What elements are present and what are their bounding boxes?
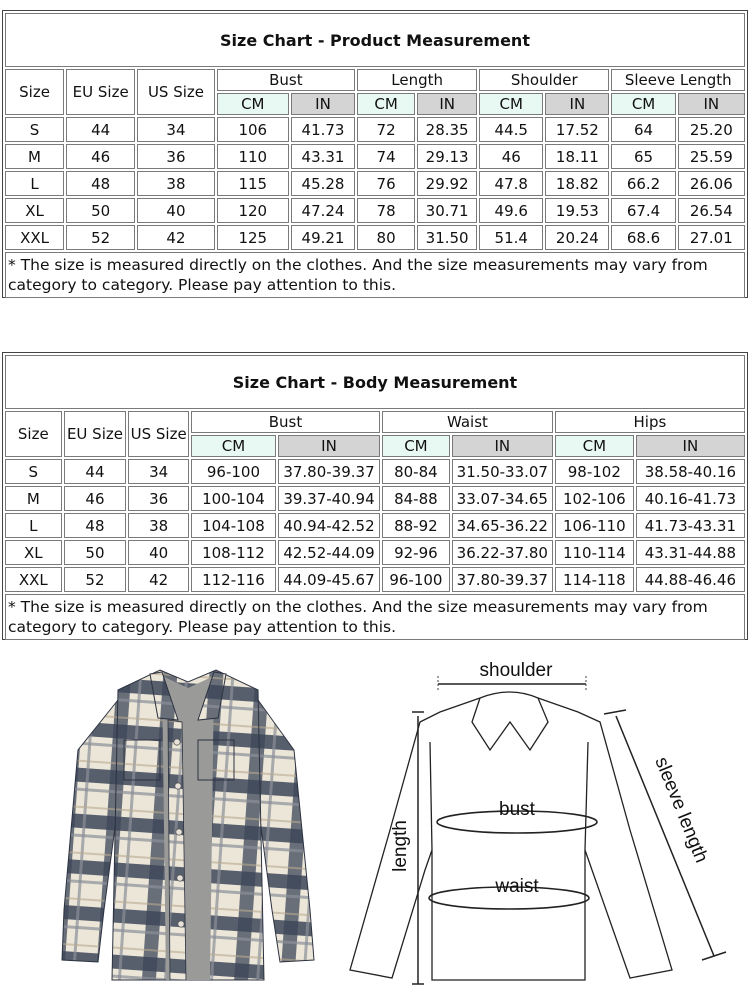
table-cell: S xyxy=(5,459,62,484)
table-cell: 26.54 xyxy=(678,198,745,223)
table-cell: 17.52 xyxy=(545,117,609,142)
table-row xyxy=(5,198,745,223)
unit-cm: CM xyxy=(479,93,543,115)
header-us-size: US Size xyxy=(128,411,189,457)
table-row xyxy=(5,171,745,196)
table-cell: 46 xyxy=(66,144,135,169)
header-eu-size: EU Size xyxy=(64,411,127,457)
table-cell: 44.09-45.67 xyxy=(278,567,380,592)
table-cell: 47.24 xyxy=(291,198,355,223)
product-measurement-chart xyxy=(2,10,748,298)
table-row xyxy=(5,540,745,565)
table-cell: M xyxy=(5,144,64,169)
diagram-collar xyxy=(472,692,548,750)
unit-in: IN xyxy=(452,435,553,457)
table-cell: 36.22-37.80 xyxy=(452,540,553,565)
table-cell: 42.52-44.09 xyxy=(278,540,380,565)
table-cell: 34 xyxy=(137,117,214,142)
body-chart-note: * The size is measured directly on the clothes. And the size measurements may vary from category to category. Please pay attention to this. xyxy=(5,594,745,640)
table-cell: 31.50 xyxy=(417,225,477,250)
table-cell: 34 xyxy=(128,459,189,484)
table-cell: 25.59 xyxy=(678,144,745,169)
table-cell: 26.06 xyxy=(678,171,745,196)
table-cell: 72 xyxy=(357,117,415,142)
body-table xyxy=(3,353,747,642)
table-cell: 104-108 xyxy=(191,513,276,538)
table-cell: XL xyxy=(5,540,62,565)
shoulder-label: shoulder xyxy=(479,660,553,681)
table-cell: 19.53 xyxy=(545,198,609,223)
table-cell: 30.71 xyxy=(417,198,477,223)
bust-label: bust xyxy=(499,799,535,820)
table-cell: S xyxy=(5,117,64,142)
table-cell: 49.6 xyxy=(479,198,543,223)
waist-label: waist xyxy=(495,876,539,897)
header-bust: Bust xyxy=(217,69,355,91)
unit-in: IN xyxy=(417,93,477,115)
table-row xyxy=(5,144,745,169)
sleeve-length-label: sleeve length xyxy=(650,754,712,866)
table-cell: 34.65-36.22 xyxy=(452,513,553,538)
table-cell: 29.13 xyxy=(417,144,477,169)
table-cell: 78 xyxy=(357,198,415,223)
table-cell: L xyxy=(5,513,62,538)
table-cell: 110 xyxy=(217,144,289,169)
table-cell: 46 xyxy=(64,486,127,511)
table-cell: 50 xyxy=(66,198,135,223)
table-cell: 96-100 xyxy=(191,459,276,484)
table-cell: 50 xyxy=(64,540,127,565)
table-cell: 96-100 xyxy=(382,567,450,592)
table-cell: 106 xyxy=(217,117,289,142)
table-cell: 102-106 xyxy=(555,486,634,511)
table-cell: 48 xyxy=(64,513,127,538)
unit-cm: CM xyxy=(191,435,276,457)
header-length: Length xyxy=(357,69,477,91)
shirt-button xyxy=(177,875,183,881)
table-cell: 38 xyxy=(137,171,214,196)
table-cell: 112-116 xyxy=(191,567,276,592)
table-cell: L xyxy=(5,171,64,196)
table-cell: 31.50-33.07 xyxy=(452,459,553,484)
table-cell: 65 xyxy=(611,144,675,169)
table-cell: 42 xyxy=(137,225,214,250)
product-chart-title: Size Chart - Product Measurement xyxy=(5,13,745,67)
table-cell: 120 xyxy=(217,198,289,223)
table-cell: 52 xyxy=(66,225,135,250)
table-cell: 44.88-46.46 xyxy=(636,567,745,592)
table-cell: 38 xyxy=(128,513,189,538)
table-cell: 64 xyxy=(611,117,675,142)
unit-cm: CM xyxy=(357,93,415,115)
table-cell: XL xyxy=(5,198,64,223)
table-cell: 44.5 xyxy=(479,117,543,142)
table-cell: 88-92 xyxy=(382,513,450,538)
table-cell: 45.28 xyxy=(291,171,355,196)
table-cell: M xyxy=(5,486,62,511)
measurement-diagram xyxy=(330,650,740,995)
table-cell: 100-104 xyxy=(191,486,276,511)
unit-cm: CM xyxy=(555,435,634,457)
table-cell: 36 xyxy=(128,486,189,511)
table-cell: 33.07-34.65 xyxy=(452,486,553,511)
shirt-button xyxy=(174,739,180,745)
table-cell: 80-84 xyxy=(382,459,450,484)
table-row xyxy=(5,513,745,538)
right-sleeve xyxy=(256,700,314,962)
unit-in: IN xyxy=(291,93,355,115)
table-cell: 39.37-40.94 xyxy=(278,486,380,511)
table-row xyxy=(5,459,745,484)
header-hips: Hips xyxy=(555,411,745,433)
header-waist: Waist xyxy=(382,411,553,433)
table-cell: 80 xyxy=(357,225,415,250)
table-cell: 68.6 xyxy=(611,225,675,250)
plaid-shirt-photo xyxy=(58,660,320,990)
table-cell: 98-102 xyxy=(555,459,634,484)
body-measurement-chart xyxy=(2,352,748,640)
table-cell: XXL xyxy=(5,567,62,592)
table-cell: 110-114 xyxy=(555,540,634,565)
table-cell: 43.31 xyxy=(291,144,355,169)
table-cell: 40 xyxy=(128,540,189,565)
table-cell: 40.94-42.52 xyxy=(278,513,380,538)
header-bust: Bust xyxy=(191,411,380,433)
table-cell: 41.73-43.31 xyxy=(636,513,745,538)
unit-cm: CM xyxy=(382,435,450,457)
header-shoulder: Shoulder xyxy=(479,69,609,91)
unit-in: IN xyxy=(636,435,745,457)
table-cell: 51.4 xyxy=(479,225,543,250)
table-cell: 25.20 xyxy=(678,117,745,142)
header-size: Size xyxy=(5,411,62,457)
header-sleeve-length: Sleeve Length xyxy=(611,69,745,91)
table-cell: 67.4 xyxy=(611,198,675,223)
table-cell: 52 xyxy=(64,567,127,592)
table-cell: 115 xyxy=(217,171,289,196)
table-cell: 84-88 xyxy=(382,486,450,511)
table-cell: 18.11 xyxy=(545,144,609,169)
left-sleeve xyxy=(62,700,120,962)
table-cell: 44 xyxy=(66,117,135,142)
table-cell: 36 xyxy=(137,144,214,169)
table-cell: 29.92 xyxy=(417,171,477,196)
table-cell: 43.31-44.88 xyxy=(636,540,745,565)
shirt-button xyxy=(178,921,184,927)
body-chart-title: Size Chart - Body Measurement xyxy=(5,355,745,409)
table-cell: 27.01 xyxy=(678,225,745,250)
unit-in: IN xyxy=(545,93,609,115)
table-cell: 40.16-41.73 xyxy=(636,486,745,511)
product-table xyxy=(3,11,747,300)
table-cell: 20.24 xyxy=(545,225,609,250)
table-cell: 106-110 xyxy=(555,513,634,538)
table-cell: 40 xyxy=(137,198,214,223)
shirt-button xyxy=(176,829,182,835)
table-cell: 47.8 xyxy=(479,171,543,196)
table-cell: 41.73 xyxy=(291,117,355,142)
table-cell: 37.80-39.37 xyxy=(452,567,553,592)
table-cell: 74 xyxy=(357,144,415,169)
table-row xyxy=(5,567,745,592)
table-cell: XXL xyxy=(5,225,64,250)
length-label: length xyxy=(390,820,411,872)
table-cell: 114-118 xyxy=(555,567,634,592)
table-cell: 28.35 xyxy=(417,117,477,142)
table-cell: 44 xyxy=(64,459,127,484)
unit-cm: CM xyxy=(217,93,289,115)
header-eu-size: EU Size xyxy=(66,69,135,115)
table-row xyxy=(5,486,745,511)
table-cell: 37.80-39.37 xyxy=(278,459,380,484)
product-chart-note: * The size is measured directly on the clothes. And the size measurements may vary from category to category. Please pay attention to this. xyxy=(5,252,745,298)
table-cell: 108-112 xyxy=(191,540,276,565)
shirt-button xyxy=(175,783,181,789)
header-us-size: US Size xyxy=(137,69,214,115)
table-cell: 66.2 xyxy=(611,171,675,196)
unit-in: IN xyxy=(678,93,745,115)
table-cell: 46 xyxy=(479,144,543,169)
table-cell: 92-96 xyxy=(382,540,450,565)
unit-cm: CM xyxy=(611,93,675,115)
table-cell: 38.58-40.16 xyxy=(636,459,745,484)
table-cell: 48 xyxy=(66,171,135,196)
table-row xyxy=(5,117,745,142)
table-cell: 42 xyxy=(128,567,189,592)
table-cell: 18.82 xyxy=(545,171,609,196)
table-cell: 125 xyxy=(217,225,289,250)
table-cell: 49.21 xyxy=(291,225,355,250)
header-size: Size xyxy=(5,69,64,115)
table-cell: 76 xyxy=(357,171,415,196)
table-row xyxy=(5,225,745,250)
unit-in: IN xyxy=(278,435,380,457)
